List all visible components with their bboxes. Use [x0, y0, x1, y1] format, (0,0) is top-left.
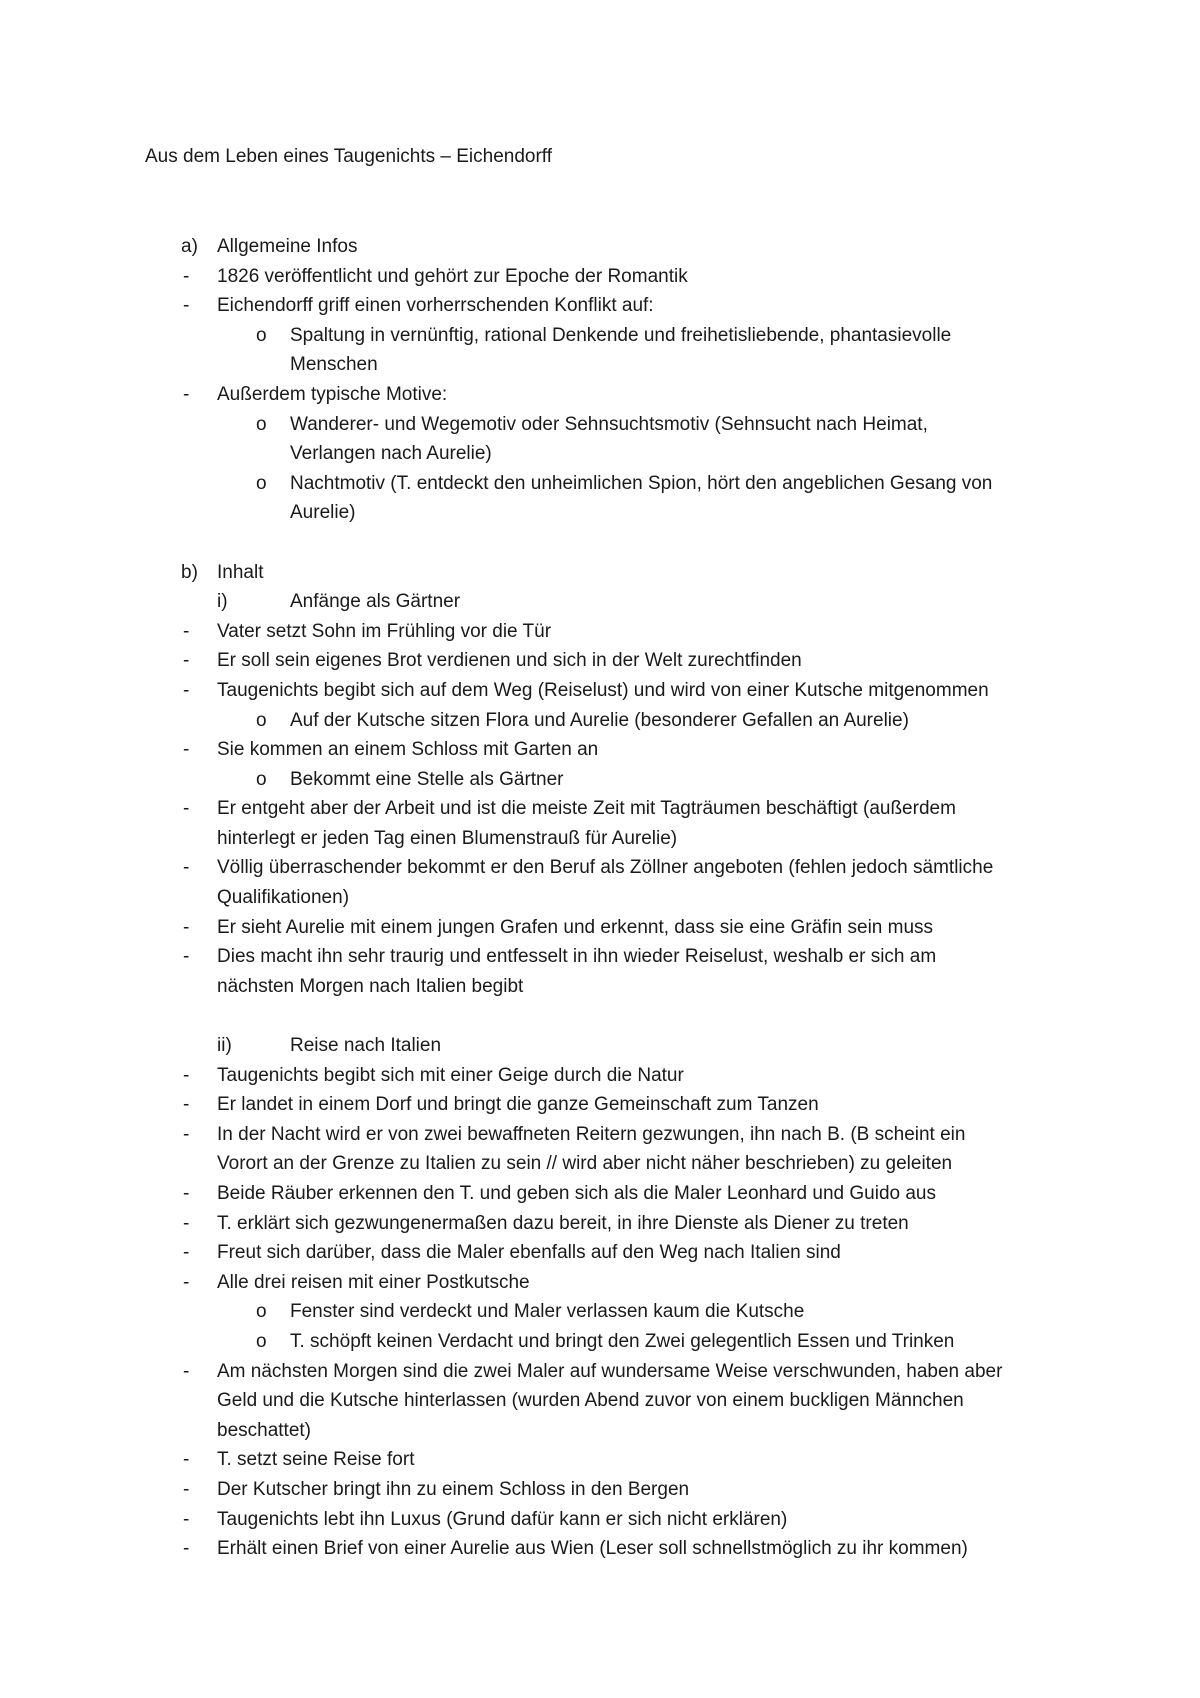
dash-bullet: - — [183, 739, 190, 761]
circle-bullet: o — [256, 324, 267, 346]
circle-bullet: o — [256, 472, 267, 494]
list-item — [0, 1445, 1200, 1475]
sub-list-item-text: Nachtmotiv (T. entdeckt den unheimlichen Spion, hört den angeblichen Gesang von — [290, 472, 993, 494]
list-item-text: Sie kommen an einem Schloss mit Garten an — [217, 739, 599, 761]
circle-bullet: o — [256, 1301, 267, 1323]
sub-list-item — [0, 706, 1200, 736]
sub-list-item-text: Fenster sind verdeckt und Maler verlassen kaum die Kutsche — [290, 1301, 805, 1323]
list-item-text: Eichendorff griff einen vorherrschenden Konflikt auf: — [217, 295, 654, 317]
list-item-text: Er entgeht aber der Arbeit und ist die meiste Zeit mit Tagträumen beschäftigt (außerdem — [217, 798, 956, 820]
subsection-heading-i — [0, 587, 1200, 617]
list-item-text: Völlig überraschender bekommt er den Beruf als Zöllner angeboten (fehlen jedoch sämtliche — [217, 857, 994, 879]
spacer — [0, 528, 1200, 558]
dash-bullet: - — [183, 383, 190, 405]
list-item-text: Dies macht ihn sehr traurig und entfesselt in ihn wieder Reiselust, weshalb er sich am — [217, 946, 937, 968]
spacer — [0, 1001, 1200, 1031]
list-item-text: nächsten Morgen nach Italien begibt — [217, 975, 524, 997]
list-item-text: beschattet) — [217, 1419, 311, 1441]
dash-bullet: - — [183, 857, 190, 879]
list-item-text: Qualifikationen) — [217, 887, 350, 909]
list-item — [0, 646, 1200, 676]
document-body — [0, 232, 1200, 1564]
dash-bullet: - — [183, 1478, 190, 1500]
list-item-continuation — [0, 824, 1200, 854]
list-item-text: T. setzt seine Reise fort — [217, 1449, 415, 1471]
sub-list-item — [0, 1297, 1200, 1327]
list-item-text: Geld und die Kutsche hinterlassen (wurden Abend zuvor von einem buckligen Männchen — [217, 1390, 964, 1412]
dash-bullet: - — [183, 1271, 190, 1293]
list-item — [0, 853, 1200, 883]
list-item-text: Vater setzt Sohn im Frühling vor die Tür — [217, 620, 552, 642]
list-item — [0, 794, 1200, 824]
circle-bullet: o — [256, 413, 267, 435]
list-item — [0, 1238, 1200, 1268]
section-heading-b — [0, 558, 1200, 588]
sub-list-item-continuation — [0, 350, 1200, 380]
list-item — [0, 1475, 1200, 1505]
sub-list-item-text: T. schöpft keinen Verdacht und bringt den Zwei gelegentlich Essen und Trinken — [290, 1330, 955, 1352]
sub-list-item-text: Menschen — [290, 354, 378, 376]
dash-bullet: - — [183, 1094, 190, 1116]
section-heading-a — [0, 232, 1200, 262]
section-marker: b) — [181, 561, 198, 583]
dash-bullet: - — [183, 1242, 190, 1264]
list-item-text: Taugenichts lebt ihn Luxus (Grund dafür kann er sich nicht erklären) — [217, 1508, 788, 1530]
circle-bullet: o — [256, 709, 267, 731]
section-title: Inhalt — [217, 561, 264, 583]
sub-list-item-continuation — [0, 498, 1200, 528]
sub-list-item — [0, 321, 1200, 351]
list-item — [0, 1357, 1200, 1387]
section-marker: a) — [181, 236, 198, 257]
list-item — [0, 735, 1200, 765]
list-item-text: Alle drei reisen mit einer Postkutsche — [217, 1271, 530, 1293]
subsection-title: Reise nach Italien — [290, 1035, 442, 1057]
dash-bullet: - — [183, 1212, 190, 1234]
list-item — [0, 262, 1200, 292]
sub-list-item-text: Verlangen nach Aurelie) — [290, 443, 492, 465]
list-item — [0, 1090, 1200, 1120]
list-item — [0, 380, 1200, 410]
list-item-text: 1826 veröffentlicht und gehört zur Epoche der Romantik — [217, 265, 688, 287]
dash-bullet: - — [183, 916, 190, 938]
sub-list-item — [0, 469, 1200, 499]
sub-list-item-text: Wanderer- und Wegemotiv oder Sehnsuchtsmotiv (Sehnsucht nach Heimat, — [290, 413, 928, 435]
list-item — [0, 1179, 1200, 1209]
circle-bullet: o — [256, 1330, 267, 1352]
dash-bullet: - — [183, 265, 190, 287]
circle-bullet: o — [256, 768, 267, 790]
dash-bullet: - — [183, 1449, 190, 1471]
list-item-text: Vorort an der Grenze zu Italien zu sein // wird aber nicht näher beschrieben) zu geleiten — [217, 1153, 953, 1175]
sub-list-item — [0, 765, 1200, 795]
list-item — [0, 676, 1200, 706]
list-item-text: Taugenichts begibt sich mit einer Geige durch die Natur — [217, 1064, 684, 1086]
list-item-continuation — [0, 883, 1200, 913]
dash-bullet: - — [183, 1183, 190, 1204]
list-item — [0, 942, 1200, 972]
subsection-title: Anfänge als Gärtner — [290, 591, 461, 613]
list-item — [0, 1534, 1200, 1564]
list-item — [0, 1061, 1200, 1091]
dash-bullet: - — [183, 946, 190, 968]
list-item-text: Er soll sein eigenes Brot verdienen und sich in der Welt zurechtfinden — [217, 650, 802, 672]
sub-list-item-text: Aurelie) — [290, 502, 356, 524]
list-item-continuation — [0, 972, 1200, 1002]
list-item-text: Taugenichts begibt sich auf dem Weg (Reiselust) und wird von einer Kutsche mitgenommen — [217, 679, 989, 701]
list-item-text: Am nächsten Morgen sind die zwei Maler auf wundersame Weise verschwunden, haben aber — [217, 1360, 1003, 1382]
list-item-continuation — [0, 1416, 1200, 1446]
dash-bullet: - — [183, 1508, 190, 1530]
list-item-text: T. erklärt sich gezwungenermaßen dazu bereit, in ihre Dienste als Diener zu treten — [217, 1212, 909, 1234]
subsection-marker: ii) — [217, 1035, 232, 1057]
list-item — [0, 1505, 1200, 1535]
list-item — [0, 617, 1200, 647]
list-item-text: Er landet in einem Dorf und bringt die ganze Gemeinschaft zum Tanzen — [217, 1094, 819, 1116]
dash-bullet: - — [183, 295, 190, 317]
list-item-text: hinterlegt er jeden Tag einen Blumenstrauß für Aurelie) — [217, 827, 678, 849]
sub-list-item — [0, 410, 1200, 440]
dash-bullet: - — [183, 620, 190, 642]
list-item — [0, 1268, 1200, 1298]
dash-bullet: - — [183, 650, 190, 672]
list-item-text: Beide Räuber erkennen den T. und geben sich als die Maler Leonhard und Guido aus — [217, 1183, 936, 1204]
list-item-text: Außerdem typische Motive: — [217, 383, 448, 405]
dash-bullet: - — [183, 1360, 190, 1382]
sub-list-item-continuation — [0, 439, 1200, 469]
list-item-text: Freut sich darüber, dass die Maler ebenfalls auf den Weg nach Italien sind — [217, 1242, 841, 1264]
sub-list-item — [0, 1327, 1200, 1357]
list-item-continuation — [0, 1149, 1200, 1179]
list-item — [0, 291, 1200, 321]
subsection-marker: i) — [217, 591, 228, 613]
dash-bullet: - — [183, 1123, 190, 1145]
dash-bullet: - — [183, 1064, 190, 1086]
document-title: Aus dem Leben eines Taugenichts – Eichendorff — [145, 146, 553, 167]
list-item-continuation — [0, 1386, 1200, 1416]
section-title: Allgemeine Infos — [217, 236, 358, 257]
sub-list-item-text: Bekommt eine Stelle als Gärtner — [290, 768, 564, 790]
list-item-text: Erhält einen Brief von einer Aurelie aus Wien (Leser soll schnellstmöglich zu ihr kommen) — [217, 1538, 968, 1560]
dash-bullet: - — [183, 798, 190, 820]
sub-list-item-text: Auf der Kutsche sitzen Flora und Aurelie (besonderer Gefallen an Aurelie) — [290, 709, 909, 731]
list-item-text: Der Kutscher bringt ihn zu einem Schloss in den Bergen — [217, 1478, 690, 1500]
dash-bullet: - — [183, 679, 190, 701]
list-item-text: Er sieht Aurelie mit einem jungen Grafen und erkennt, dass sie eine Gräfin sein muss — [217, 916, 934, 938]
subsection-heading-ii — [0, 1031, 1200, 1061]
dash-bullet: - — [183, 1538, 190, 1560]
list-item — [0, 913, 1200, 943]
list-item-text: In der Nacht wird er von zwei bewaffneten Reitern gezwungen, ihn nach B. (B scheint ein — [217, 1123, 966, 1145]
list-item — [0, 1120, 1200, 1150]
list-item — [0, 1209, 1200, 1239]
sub-list-item-text: Spaltung in vernünftig, rational Denkende und freihetisliebende, phantasievolle — [290, 324, 952, 346]
